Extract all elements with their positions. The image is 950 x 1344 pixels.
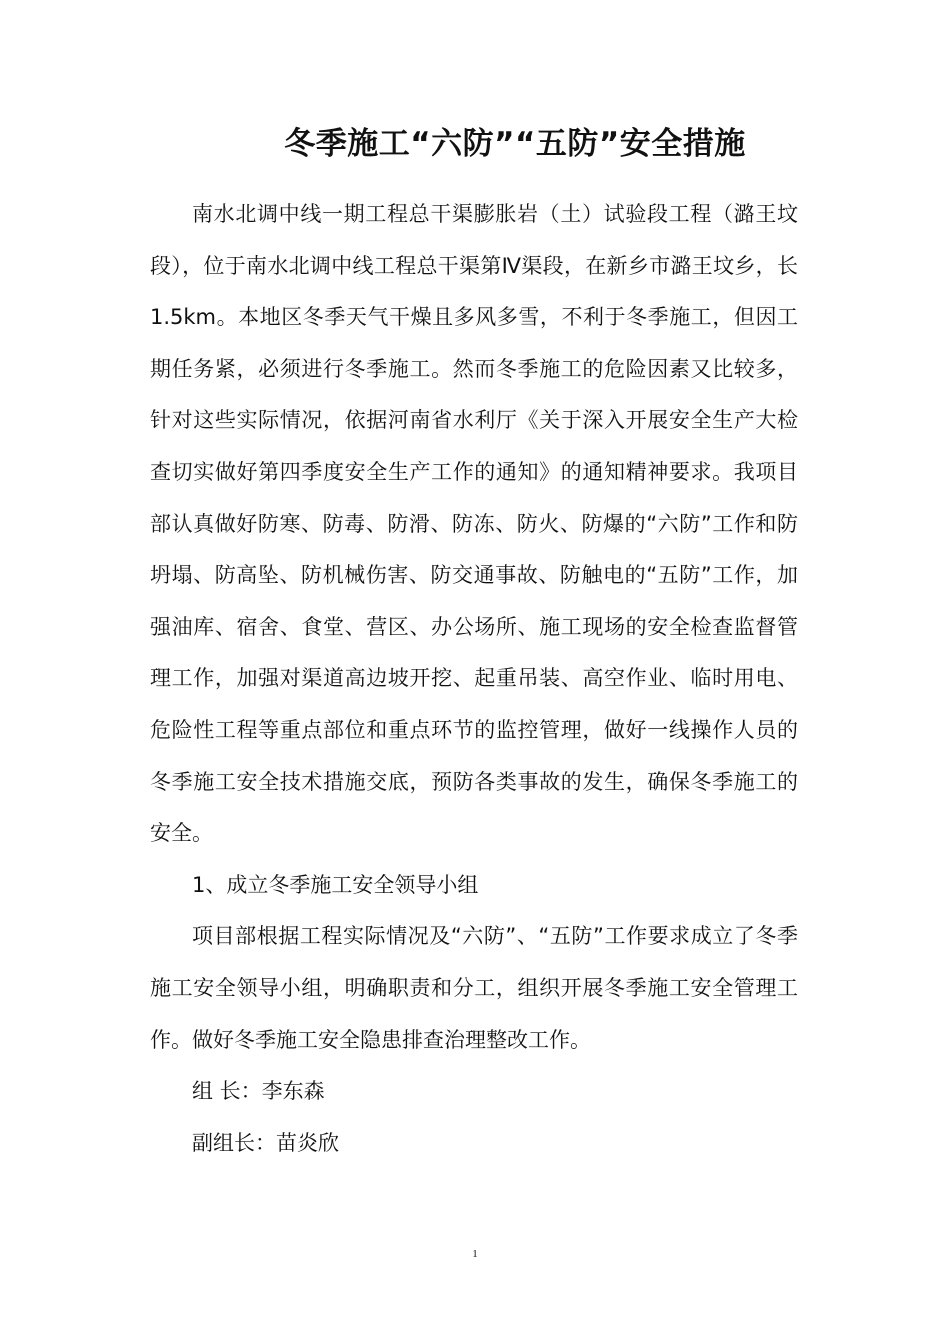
section-heading-1: 1、成立冬季施工安全领导小组: [192, 872, 479, 897]
document-body: [150, 189, 798, 1169]
page-number: 1: [472, 1248, 478, 1260]
document-title: 冬季施工“六防”“五防”安全措施: [284, 126, 746, 162]
section-1-paragraph: 项目部根据工程实际情况及“六防”、“五防”工作要求成立了冬季施工安全领导小组，明确职责和分工，组织开展冬季施工安全管理工作。做好冬季施工安全隐患排查治理整改工作。: [150, 924, 798, 1052]
group-leader-line: 组 长：李东森: [192, 1079, 325, 1104]
intro-paragraph: 南水北调中线一期工程总干渠膨胀岩（土）试验段工程（潞王坟段），位于南水北调中线工程总干渠第Ⅳ渠段，在新乡市潞王坟乡，长1.5km。本地区冬季天气干燥且多风多雪，不利于冬季施工，但因工期任务紧，必须进行冬季施工。然而冬季施工的危险因素又比较多，针对这些实际情况，依据河南省水利厅《关于深入开展安全生产大检查切实做好第四季度安全生产工作的通知》的通知精神要求。我项目部认真做好防寒、防毒、防滑、防冻、防火、防爆的“六防”工作和防坍塌、防高坠、防机械伤害、防交通事故、防触电的“五防”工作，加强油库、宿舍、食堂、营区、办公场所、施工现场的安全检查监督管理工作，加强对渠道高边坡开挖、起重吊装、高空作业、临时用电、危险性工程等重点部位和重点环节的监控管理，做好一线操作人员的冬季施工安全技术措施交底，预防各类事故的发生，确保冬季施工的安全。: [150, 202, 798, 846]
deputy-leader-line: 副组长：苗炎欣: [192, 1130, 339, 1155]
